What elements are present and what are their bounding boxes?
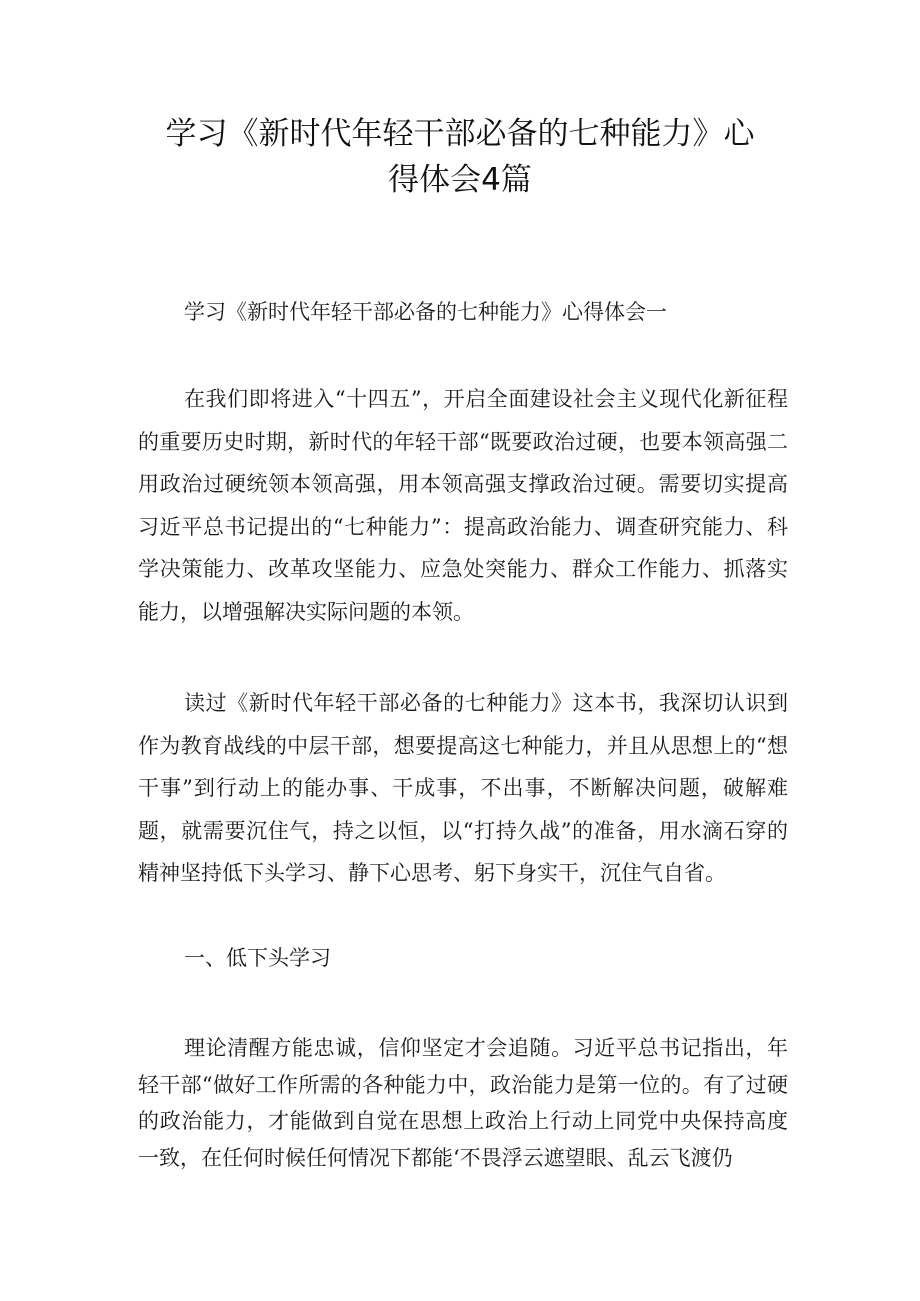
paragraph-2: 读过《新时代年轻干部必备的七种能力》这本书，我深切认识到作为教育战线的中层干部，想要提高这七种能力，并且从思想上的“想干事”到行动上的能办事、干成事，不出事，不断解决问题，破解难题，就需要沉住气，持之以恒，以“打持久战”的准备，用水滴石穿的精神坚持低下头学习、静下心思考、躬下身实干，沉住气自省。 [138,691,788,885]
section-subtitle: 学习《新时代年轻干部必备的七种能力》心得体会一 [184,300,667,324]
paragraph-3: 理论清醒方能忠诚，信仰坚定才会追随。习近平总书记指出，年轻干部“做好工作所需的各种能力中，政治能力是第一位的。有了过硬的政治能力，才能做到自觉在思想上政治上行动上同党中央保持高度一致，在任何时候任何情况下都能‘不畏浮云遮望眼、乱云飞渡仍 [138,1036,788,1170]
document-title-line-2: 得体会4篇 [388,162,532,198]
document-title-line-1: 学习《新时代年轻干部必备的七种能力》心 [165,116,755,152]
paragraph-1: 在我们即将进入“十四五”，开启全面建设社会主义现代化新征程的重要历史时期，新时代的年轻干部“既要政治过硬，也要本领高强二用政治过硬统领本领高强，用本领高强支撑政治过硬。需要切实提高习近平总书记提出的“七种能力”：提高政治能力、调查研究能力、科学决策能力、改革攻坚能力、应急处突能力、群众工作能力、抓落实能力，以增强解决实际问题的本领。 [138,387,788,624]
section-heading-1: 一、低下头学习 [184,946,331,970]
